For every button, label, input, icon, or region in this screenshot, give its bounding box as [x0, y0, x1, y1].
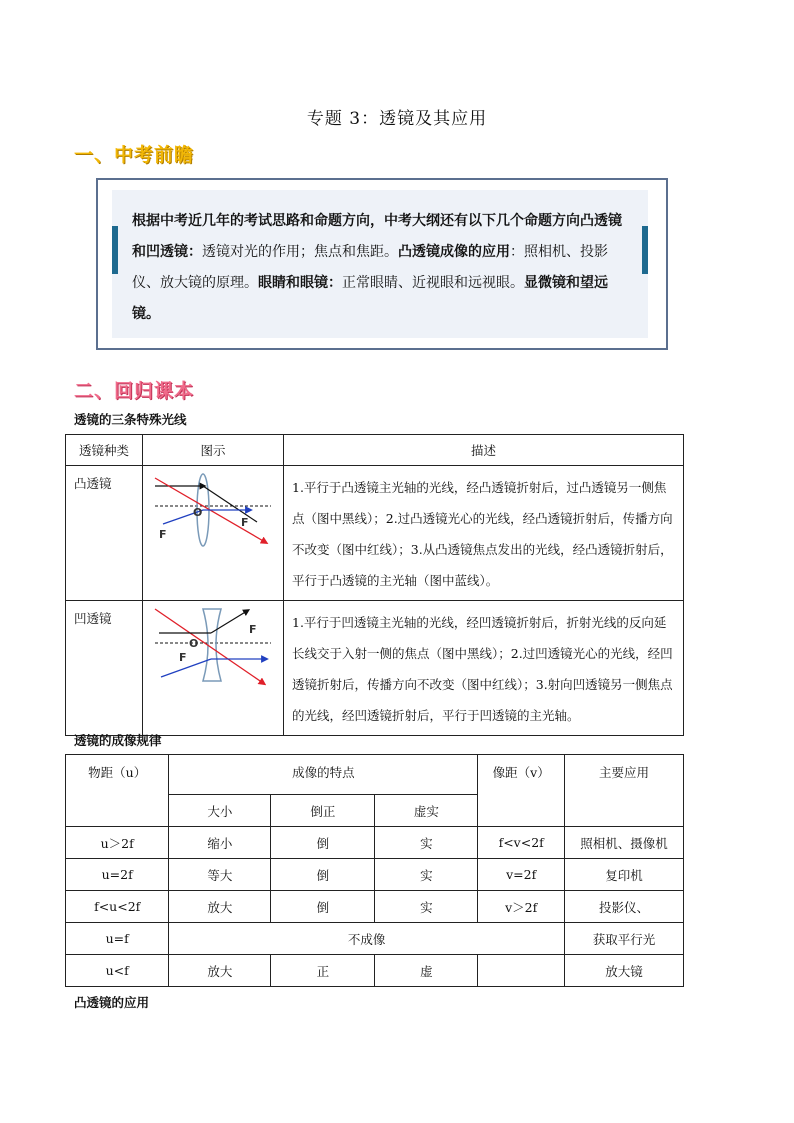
table-cell: 投影仪、 — [564, 891, 683, 923]
page-title: 专题 3：透镜及其应用 — [306, 109, 488, 129]
header-cell: 图示 — [143, 435, 284, 466]
header-cell: 成像的特点 — [169, 755, 478, 795]
header-cell: 像距（v） — [478, 755, 565, 827]
table-cell: f<u<2f — [66, 891, 169, 923]
focus-label: F — [179, 651, 187, 664]
table-header-row — [66, 435, 684, 466]
table-cell: 倒 — [271, 827, 375, 859]
intro-part-5: 眼睛和眼镜： — [258, 275, 342, 291]
table-cell: 实 — [375, 891, 478, 923]
table-cell: 倒 — [271, 891, 375, 923]
table-cell: 等大 — [169, 859, 271, 891]
lens-kind-cell: 凹透镜 — [66, 601, 143, 736]
table2-caption: 透镜的成像规律 — [74, 733, 162, 748]
table-cell: u=f — [66, 923, 169, 955]
intro-part-6: 正常眼睛、近视眼和远视眼。 — [342, 275, 524, 291]
table-cell — [478, 955, 565, 987]
table-cell: 正 — [271, 955, 375, 987]
table-cell: 放大 — [169, 891, 271, 923]
intro-part-2: 透镜对光的作用；焦点和焦距。 — [202, 244, 398, 260]
table-cell: 放大 — [169, 955, 271, 987]
optical-center-label: O — [189, 637, 199, 650]
intro-box — [96, 178, 668, 350]
convex-lens-diagram — [153, 470, 273, 550]
table-row — [66, 923, 684, 955]
table-cell: v=2f — [478, 859, 565, 891]
convex-lens-diagram-cell — [143, 466, 284, 601]
table-cell: 不成像 — [169, 923, 565, 955]
optical-center-label: O — [193, 506, 203, 519]
table-row — [66, 891, 684, 923]
intro-box-inner — [112, 190, 648, 338]
imaging-rules-table — [65, 754, 684, 987]
intro-part-7: 显微镜和望远镜。 — [132, 275, 608, 322]
header-cell: 虚实 — [375, 795, 478, 827]
focus-label: F — [241, 516, 249, 529]
table-cell: 虚 — [375, 955, 478, 987]
header-cell: 透镜种类 — [66, 435, 143, 466]
concave-lens-diagram — [153, 605, 273, 689]
header-cell: 描述 — [284, 435, 684, 466]
table-cell: 获取平行光 — [564, 923, 683, 955]
header-cell: 物距（u） — [66, 755, 169, 827]
description-cell: 1.平行于凸透镜主光轴的光线，经凸透镜折射后，过凸透镜另一侧焦点（图中黑线）；2.过凸透镜光心的光线，经凸透镜折射后，传播方向不改变（图中红线）；3.从凸透镜焦点发出的光线，经凸透镜折射后，平行于凸透镜的主光轴（图中蓝线）。 — [284, 466, 684, 601]
intro-part-1: 根据中考近几年的考试思路和命题方向，中考大纲还有以下几个命题方向凸透镜和凹透镜： — [132, 213, 622, 260]
table-cell: 倒 — [271, 859, 375, 891]
focus-label: F — [159, 528, 167, 541]
table-header-row — [66, 755, 684, 795]
table-cell: 实 — [375, 827, 478, 859]
intro-accent-bar-right — [642, 226, 648, 274]
concave-lens-diagram-cell — [143, 601, 284, 736]
table3-caption: 凸透镜的应用 — [74, 995, 150, 1010]
description-cell: 1.平行于凹透镜主光轴的光线，经凹透镜折射后，折射光线的反向延长线交于入射一侧的焦点（图中黑线）；2.过凹透镜光心的光线，经凹透镜折射后，传播方向不改变（图中红线）；3.射向凹透镜另一侧焦点的光线，经凹透镜折射后，平行于凹透镜的主光轴。 — [284, 601, 684, 736]
focus-label: F — [249, 623, 257, 636]
concave-lens-icon — [203, 609, 221, 681]
table-row — [66, 827, 684, 859]
header-cell: 主要应用 — [564, 755, 683, 827]
table-cell: 放大镜 — [564, 955, 683, 987]
table-row — [66, 859, 684, 891]
table-row — [66, 601, 684, 736]
table-cell: 实 — [375, 859, 478, 891]
table-cell: u=2f — [66, 859, 169, 891]
special-rays-table — [65, 434, 684, 736]
black-ray — [211, 611, 247, 633]
table-cell: v＞2f — [478, 891, 565, 923]
table-cell: 复印机 — [564, 859, 683, 891]
red-ray — [155, 609, 263, 683]
table-cell: f<v<2f — [478, 827, 565, 859]
table-row — [66, 955, 684, 987]
table-cell: u＞2f — [66, 827, 169, 859]
lens-kind-cell: 凸透镜 — [66, 466, 143, 601]
table-row — [66, 466, 684, 601]
table-cell: 照相机、摄像机 — [564, 827, 683, 859]
intro-part-3: 凸透镜成像的应用 — [398, 244, 510, 260]
table-cell: u<f — [66, 955, 169, 987]
table1-caption: 透镜的三条特殊光线 — [74, 412, 187, 427]
intro-text — [132, 206, 632, 330]
intro-accent-bar-left — [112, 226, 118, 274]
section-heading-1: 一、中考前瞻 — [74, 144, 195, 166]
intro-part-4: ：照相机、投影仪、放大镜的原理。 — [132, 244, 608, 291]
section-heading-2: 二、回归课本 — [74, 380, 195, 402]
black-ray — [203, 486, 257, 522]
header-cell: 大小 — [169, 795, 271, 827]
table-cell: 缩小 — [169, 827, 271, 859]
header-cell: 倒正 — [271, 795, 375, 827]
